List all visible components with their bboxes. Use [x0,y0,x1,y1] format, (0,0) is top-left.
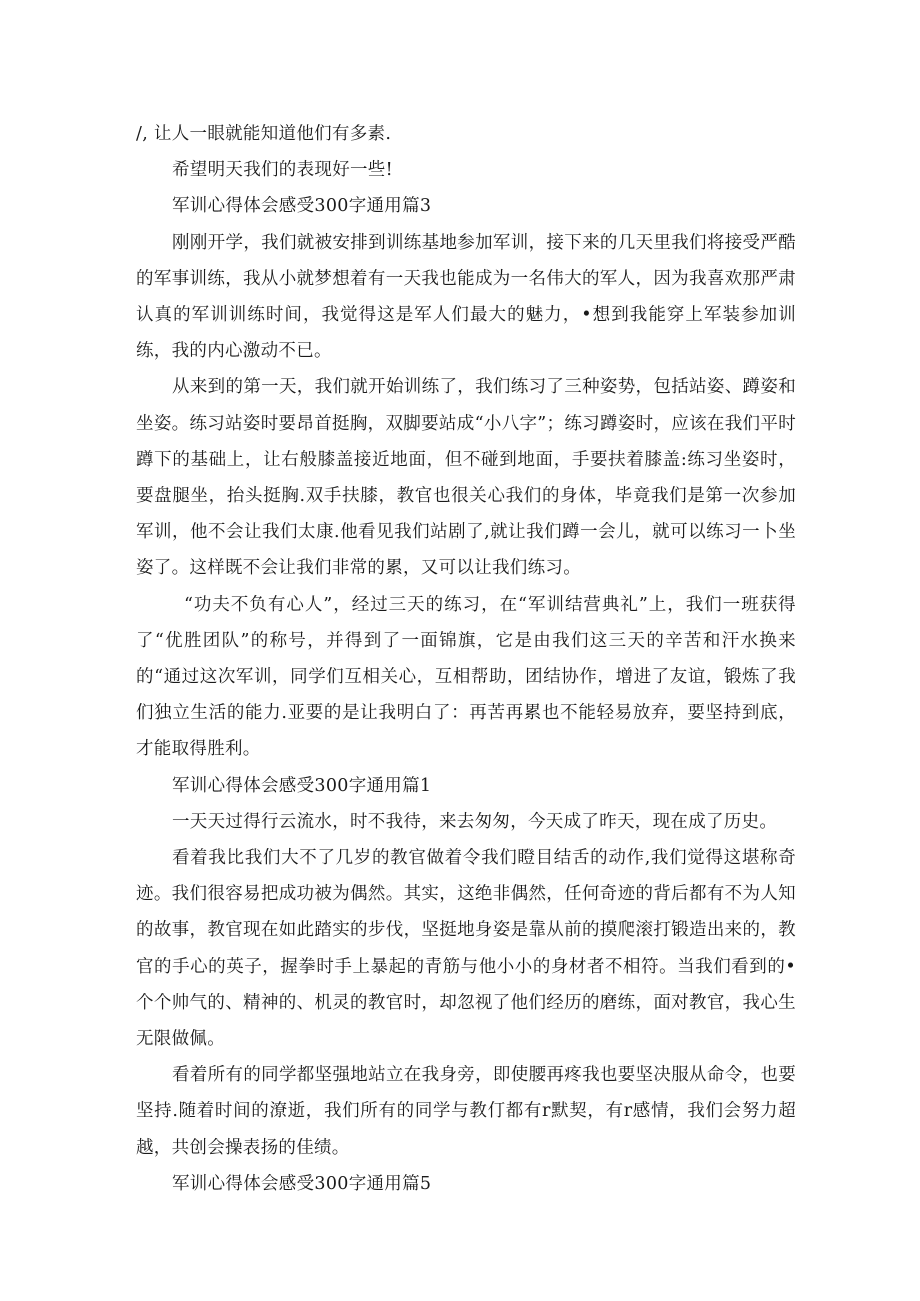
paragraph-hope: 希望明天我们的表现好一些! [172,160,393,181]
paragraph-first-day: 从来到的第一天，我们就开始训练了，我们练习了三种姿势，包括站姿、蹲姿和坐姿。练习站姿时要昂首挺胸，双脚要站成“小八字”；练习蹲姿时，应该在我们平时蹲下的基础上，让右般膝盖接近地面，但不碰到地面，手要扶着膝盖:练习坐姿时，要盘腿坐，抬头挺胸.双手扶膝，教官也很关心我们的身体，毕竟我们是第一次参加军训，他不会让我们太康.他看见我们站剧了,就让我们蹲一会儿，就可以练习一卜坐姿了。这样既不会让我们非常的累，又可以让我们练习。 [136,377,796,579]
section-heading-1: 军训心得体会感受300字通用篇1 [172,775,432,796]
section-heading-3: 军训心得体会感受300字通用篇3 [172,196,432,217]
paragraph-start-school: 刚刚开学，我们就被安排到训练基地参加军训，接下来的几天里我们将接受严酷的军事训练，我从小就梦想着有一天我也能成为一名伟大的军人，因为我喜欢那严肃认真的军训训练时间，我觉得这是军人们最大的魅力，•想到我能穿上军装参加训练，我的内心激动不已。 [136,232,796,362]
document-body [136,116,796,1202]
paragraph-fragment: /, 让人一眼就能知道他们有多素. [136,124,392,144]
paragraph-award: “功夫不负有心人”，经过三天的练习，在“军训结营典礼”上，我们一班获得了“优胜团队”的称号，并得到了一面锦旗，它是由我们这三天的辛苦和汗水换来的“通过这次军训，同学们互相关心，互相帮助，团结协作，增进了友谊，锻炼了我们独立生活的能力.亚要的是让我明白了：再苦再累也不能轻易放弃，要坚持到底，才能取得胜利。 [136,594,796,760]
paragraph-instructors: 看着我比我们大不了几岁的教官做着令我们瞪目结舌的动作,我们觉得这堪称奇迹。我们很容易把成功被为偶然。其实，这绝非偶然，任何奇迹的背后都有不为人知的故事，教官现在如此踏实的步伐，坚挺地身姿是靠从前的摸爬滚打锻造出来的，教官的手心的英子，握拳时手上暴起的青筋与他小小的身材者不相符。当我们看到的•个个帅气的、精神的、机灵的教官时，却忽视了他们经历的磨练，面对教官，我心生无限做佩。 [136,848,796,1050]
paragraph-time-flies: 一天天过得行云流水，时不我待，来去匆匆，今天成了昨天，现在成了历史。 [172,811,778,832]
paragraph-classmates: 看着所有的同学都坚强地站立在我身旁，即使腰再疼我也要坚决服从命令，也要坚持.随着时间的潦逝，我们所有的同学与教仃都有r默契，有r感情，我们会努力超越，共创会操表扬的佳绩。 [136,1065,796,1158]
section-heading-5: 军训心得体会感受300字通用篇5 [172,1173,432,1194]
